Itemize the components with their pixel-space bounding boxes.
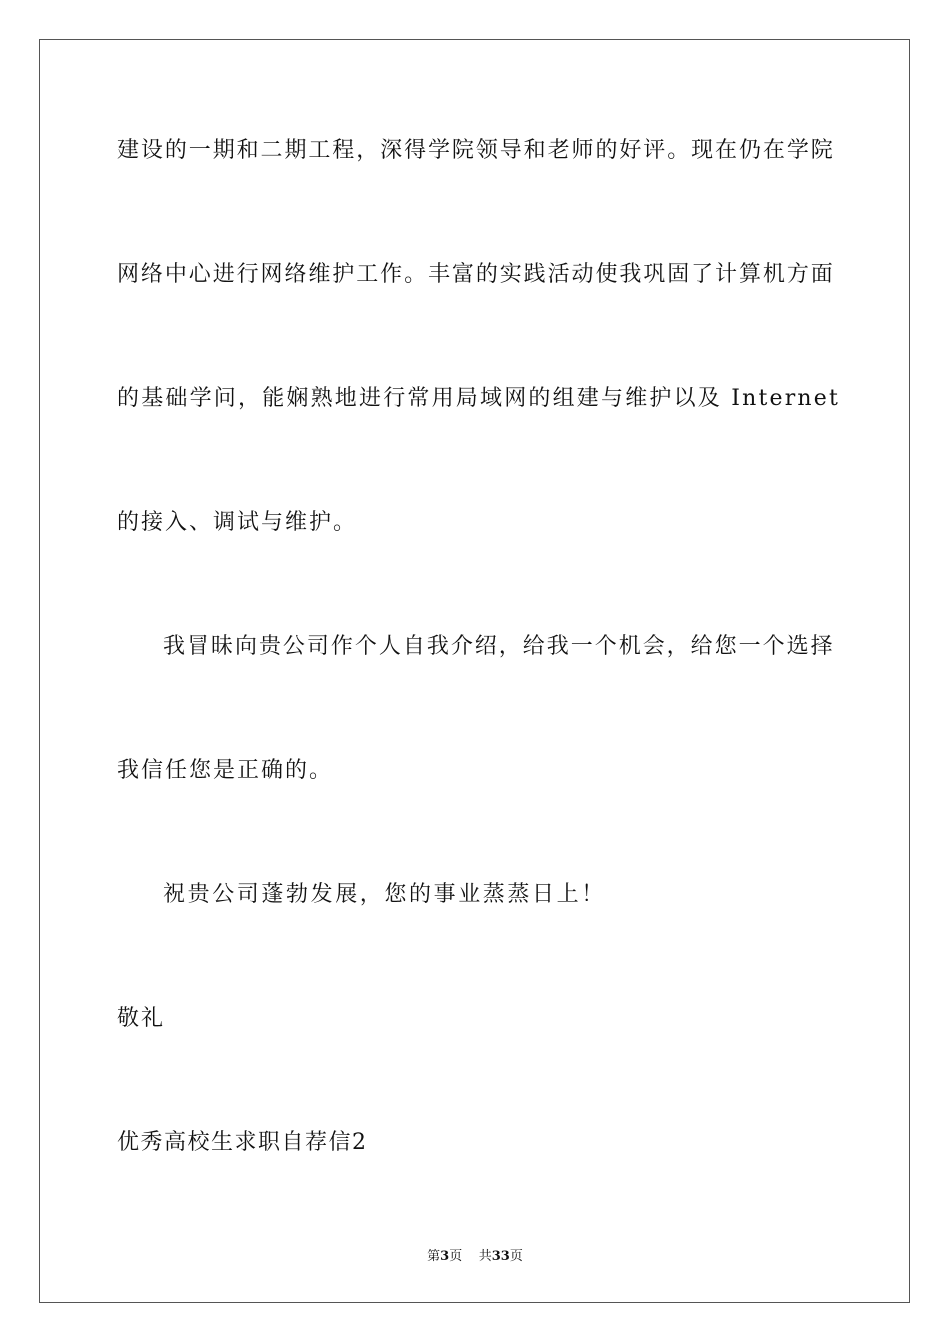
char: 二 bbox=[260, 138, 283, 163]
char: 方 bbox=[786, 262, 809, 287]
char: 深 bbox=[380, 138, 403, 163]
char: 算 bbox=[738, 262, 761, 287]
body-line-4: 的接入、调试与维护。 bbox=[117, 510, 358, 535]
char: 向 bbox=[234, 634, 257, 659]
char: 期 bbox=[212, 138, 235, 163]
char: 动 bbox=[571, 262, 594, 287]
char: 自 bbox=[402, 634, 425, 659]
char: 贵 bbox=[258, 634, 281, 659]
char: 司 bbox=[306, 634, 329, 659]
char: 院 bbox=[810, 138, 833, 163]
body-line-3: 的基础学问，能娴熟地进行常用局域网的组建与维护以及 Internet bbox=[117, 386, 841, 411]
char: 设 bbox=[140, 138, 163, 163]
char: 昧 bbox=[210, 634, 233, 659]
char: 我 bbox=[163, 634, 186, 659]
char: 导 bbox=[499, 138, 522, 163]
char: 富 bbox=[451, 262, 474, 287]
body-line-5 bbox=[117, 632, 833, 662]
char: 介 bbox=[450, 634, 473, 659]
char: 领 bbox=[475, 138, 498, 163]
char: ， bbox=[666, 634, 689, 659]
char: 择 bbox=[810, 634, 833, 659]
char: 和 bbox=[236, 138, 259, 163]
char: 在 bbox=[715, 138, 738, 163]
char: 计 bbox=[715, 262, 738, 287]
char: 。 bbox=[404, 262, 427, 287]
char: 维 bbox=[308, 262, 331, 287]
char: 面 bbox=[810, 262, 833, 287]
char: 现 bbox=[691, 138, 714, 163]
footer-page-prefix: 第 bbox=[427, 1249, 441, 1264]
char: 进 bbox=[212, 262, 235, 287]
footer-total-prefix: 共 bbox=[478, 1249, 492, 1264]
char: 络 bbox=[284, 262, 307, 287]
closing-salutation: 敬礼 bbox=[117, 1006, 166, 1031]
char: 您 bbox=[714, 634, 737, 659]
char: 一 bbox=[738, 634, 761, 659]
char: 个 bbox=[762, 634, 785, 659]
char: 使 bbox=[595, 262, 618, 287]
page-frame bbox=[39, 39, 910, 1303]
char: 机 bbox=[618, 634, 641, 659]
char: 活 bbox=[547, 262, 570, 287]
body-line-7: 祝贵公司蓬勃发展，您的事业蒸蒸日上！ bbox=[163, 882, 606, 907]
char: 会 bbox=[642, 634, 665, 659]
body-line-2 bbox=[117, 260, 833, 290]
char: 我 bbox=[426, 634, 449, 659]
char: 我 bbox=[546, 634, 569, 659]
char: 护 bbox=[332, 262, 355, 287]
char: 个 bbox=[354, 634, 377, 659]
char: 建 bbox=[117, 138, 140, 163]
char: 个 bbox=[594, 634, 617, 659]
char: 在 bbox=[762, 138, 785, 163]
footer-page-suffix: 页 bbox=[449, 1249, 463, 1264]
char: 丰 bbox=[427, 262, 450, 287]
char: 程 bbox=[332, 138, 355, 163]
char: 给 bbox=[690, 634, 713, 659]
char: 实 bbox=[499, 262, 522, 287]
char: 巩 bbox=[643, 262, 666, 287]
char: 一 bbox=[188, 138, 211, 163]
char: 工 bbox=[308, 138, 331, 163]
char: 网 bbox=[260, 262, 283, 287]
footer-page-number: 3 bbox=[440, 1249, 450, 1264]
char: 学 bbox=[786, 138, 809, 163]
char: 院 bbox=[451, 138, 474, 163]
char: 评 bbox=[643, 138, 666, 163]
section-heading: 优秀高校生求职自荐信2 bbox=[117, 1130, 368, 1155]
char: ， bbox=[498, 634, 521, 659]
char: 网 bbox=[117, 262, 140, 287]
char: 。 bbox=[667, 138, 690, 163]
char: 仍 bbox=[738, 138, 761, 163]
body-line-1 bbox=[117, 136, 833, 166]
char: 心 bbox=[188, 262, 211, 287]
char: 给 bbox=[522, 634, 545, 659]
char: 行 bbox=[236, 262, 259, 287]
char: 得 bbox=[404, 138, 427, 163]
char: 固 bbox=[667, 262, 690, 287]
char: 我 bbox=[619, 262, 642, 287]
footer-total-suffix: 页 bbox=[509, 1249, 523, 1264]
char: 的 bbox=[595, 138, 618, 163]
page-footer bbox=[0, 1248, 950, 1266]
char: 的 bbox=[164, 138, 187, 163]
char: 选 bbox=[786, 634, 809, 659]
char: 师 bbox=[571, 138, 594, 163]
char: 绍 bbox=[474, 634, 497, 659]
char: 络 bbox=[140, 262, 163, 287]
footer-total-pages: 33 bbox=[491, 1249, 510, 1264]
char: ， bbox=[356, 138, 379, 163]
char: 公 bbox=[282, 634, 305, 659]
char: 人 bbox=[378, 634, 401, 659]
char: 和 bbox=[523, 138, 546, 163]
char: 老 bbox=[547, 138, 570, 163]
char: 践 bbox=[523, 262, 546, 287]
char: 的 bbox=[475, 262, 498, 287]
char: 机 bbox=[762, 262, 785, 287]
char: 冒 bbox=[186, 634, 209, 659]
char: 作 bbox=[330, 634, 353, 659]
char: 期 bbox=[284, 138, 307, 163]
char: 好 bbox=[619, 138, 642, 163]
body-line-6: 我信任您是正确的。 bbox=[117, 758, 334, 783]
char: 工 bbox=[356, 262, 379, 287]
char: 一 bbox=[570, 634, 593, 659]
char: 中 bbox=[164, 262, 187, 287]
char: 了 bbox=[691, 262, 714, 287]
char: 学 bbox=[427, 138, 450, 163]
char: 作 bbox=[380, 262, 403, 287]
